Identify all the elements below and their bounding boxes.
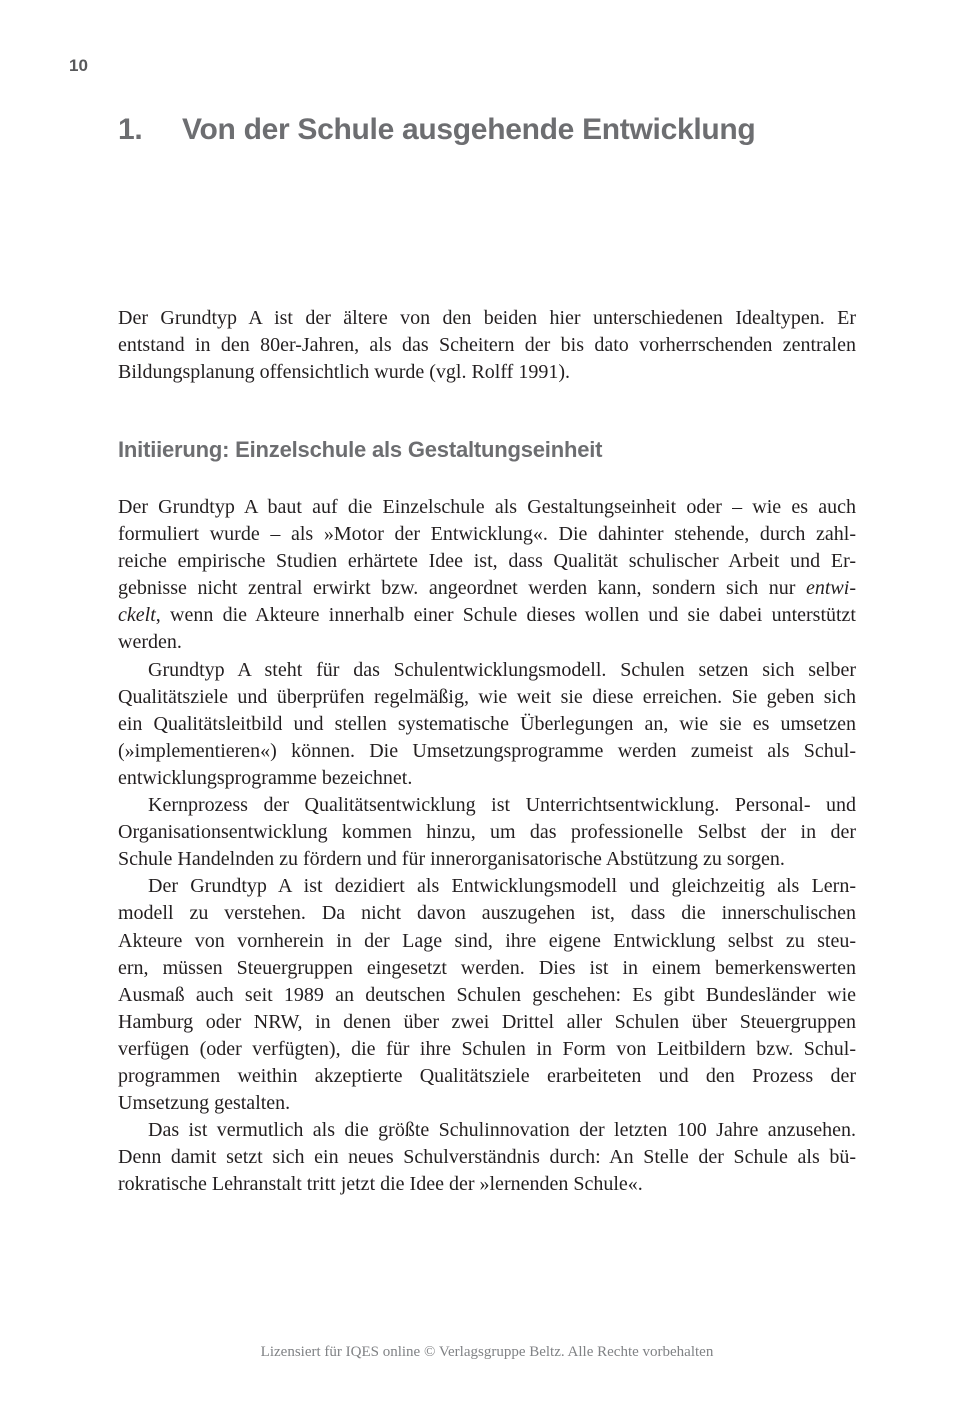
text-line: Qualitätsziele und überprüfen regelmäßig, wie weit sie diese erreichen. Sie geben sich (118, 685, 856, 708)
text-line: Organisationsentwicklung kommen hinzu, um das professionelle Selbst der in der (118, 821, 856, 844)
text-line: Hamburg oder NRW, in denen über zwei Drittel aller Schulen über Steuergruppen (118, 1010, 856, 1033)
section-heading: Initiierung: Einzelschule als Gestaltungseinheit (118, 437, 603, 462)
text-line: Bildungsplanung offensichtlich wurde (vgl. Rolff 1991). (118, 361, 570, 384)
text-line: (»implementieren«) können. Die Umsetzungsprogramme werden zumeist als Schul- (118, 739, 856, 762)
text-line: ein Qualitätsleitbild und stellen systematische Überlegungen an, wie sie es umsetzen (118, 712, 856, 735)
text-line: ern, müssen Steuergruppen eingesetzt werden. Dies ist in einem bemerkenswerten (118, 956, 856, 979)
text-line: Akteure von vornherein in der Lage sind, ihre eigene Entwicklung selbst zu steu- (118, 929, 856, 952)
italic-emphasis: entwi- (806, 577, 856, 600)
chapter-title-text: Von der Schule ausgehende Entwicklung (182, 113, 756, 146)
section-body (118, 494, 856, 1198)
chapter-title (118, 113, 755, 147)
text-line: Ausmaß auch seit 1989 an deutschen Schulen geschehen: Es gibt Bundesländer wie (118, 983, 856, 1006)
paragraph (118, 792, 856, 873)
text-line: Der Grundtyp A ist der ältere von den beiden hier unterschiedenen Idealtypen. Er (118, 307, 856, 329)
text-line: reiche empirische Studien erhärtete Idee ist, dass Qualität schulischer Arbeit und Er- (118, 550, 856, 573)
text-line: Grundtyp A steht für das Schulentwicklungsmodell. Schulen setzen sich selber (148, 658, 856, 681)
text-line: Der Grundtyp A baut auf die Einzelschule als Gestaltungseinheit oder – wie es auch (118, 496, 856, 518)
paragraph (118, 657, 856, 792)
paragraph (118, 494, 856, 657)
text-line: Schule Handelnden zu fördern und für innerorganisatorische Abstützung zu sorgen. (118, 848, 785, 871)
paragraph (118, 1117, 856, 1198)
text-line: werden. (118, 631, 182, 654)
text-fragment: , wenn die Akteure innerhalb einer Schule dieses wollen und sie dabei unterstützt (155, 604, 856, 627)
chapter-number: 1. (118, 113, 143, 146)
text-line: Der Grundtyp A ist dezidiert als Entwicklungsmodell und gleichzeitig als Lern- (148, 875, 856, 898)
text-fragment: gebnisse nicht zentral erwirkt bzw. angeordnet werden kann, sondern sich nur (118, 577, 806, 600)
text-line: programmen weithin akzeptierte Qualitätsziele erarbeiteten und den Prozess der (118, 1064, 856, 1087)
license-footer: Lizensiert für IQES online © Verlagsgruppe Beltz. Alle Rechte vorbehalten (260, 1344, 714, 1360)
text-line: Denn damit setzt sich ein neues Schulverständnis durch: An Stelle der Schule als bü- (118, 1146, 856, 1169)
text-line: entstand in den 80er-Jahren, als das Scheitern der bis dato vorherrschenden zentralen (118, 334, 856, 357)
text-line: rokratische Lehranstalt tritt jetzt die Idee der »lernenden Schule«. (118, 1173, 643, 1196)
text-line: modell zu verstehen. Da nicht davon auszugehen ist, dass die innerschulischen (118, 902, 856, 925)
intro-paragraph (118, 305, 856, 386)
text-line (118, 575, 856, 602)
text-line (118, 602, 856, 629)
text-line: entwicklungsprogramme bezeichnet. (118, 766, 413, 789)
text-line: verfügen (oder verfügten), die für ihre Schulen in Form von Leitbildern bzw. Schul- (118, 1037, 856, 1060)
text-line: Kernprozess der Qualitätsentwicklung ist Unterrichtsentwicklung. Personal- und (148, 794, 856, 817)
paragraph (118, 873, 856, 1117)
italic-emphasis: ckelt (118, 604, 156, 627)
page-number: 10 (69, 56, 88, 75)
text-line: Das ist vermutlich als die größte Schulinnovation der letzten 100 Jahre anzusehen. (148, 1119, 856, 1142)
text-line: Umsetzung gestalten. (118, 1092, 291, 1115)
text-line: formuliert wurde – als »Motor der Entwicklung«. Die dahinter stehende, durch zahl- (118, 523, 856, 546)
